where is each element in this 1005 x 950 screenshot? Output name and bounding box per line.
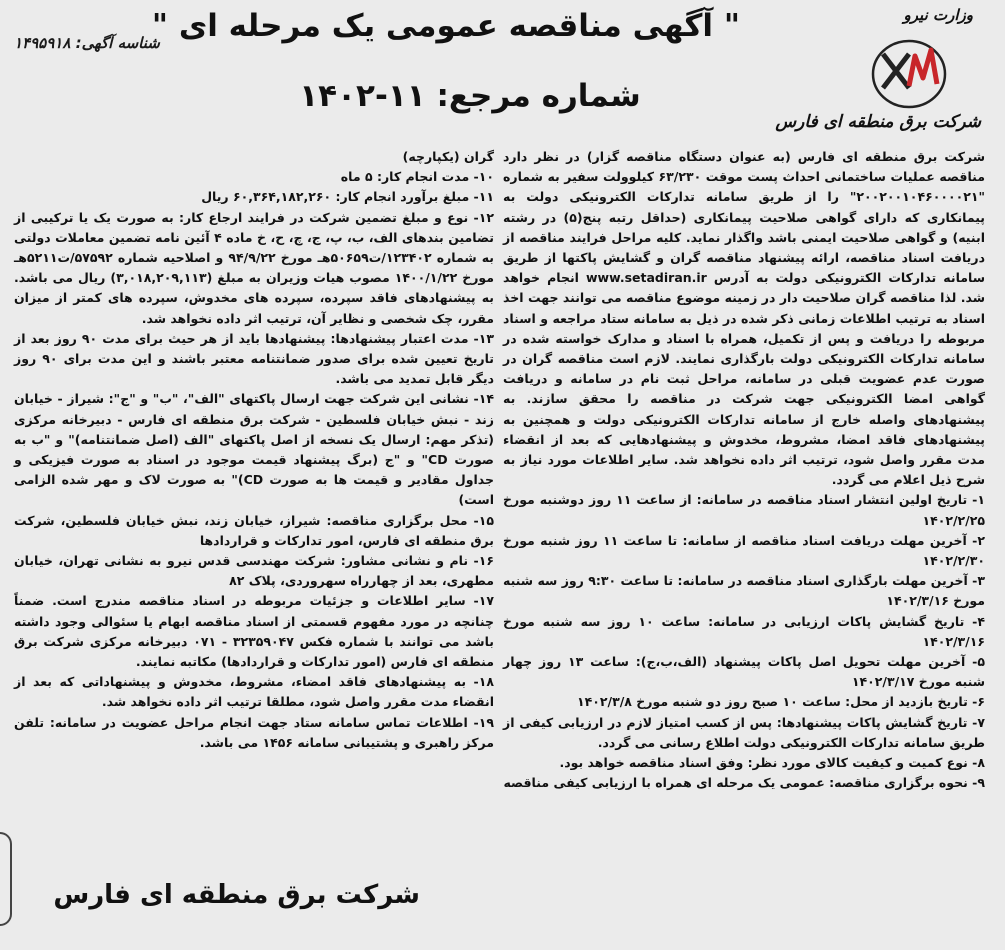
clause-5: ۵- آخرین مهلت تحویل اصل پاکات پیشنهاد (الف،ب،ج): ساعت ۱۳ روز چهار شنبه مورخ ۱۴۰۲/۳/۱۷	[503, 654, 985, 690]
logo-company-name: شرکت برق منطقه ای فارس	[775, 112, 981, 132]
clause-19: ۱۹- اطلاعات تماس سامانه ستاد جهت انجام مراحل عضویت در سامانه: تلفن مرکز راهبری و پشتیبانی سامانه ۱۴۵۶ می باشد.	[14, 714, 494, 750]
clause-4: ۴- تاریخ گشایش پاکات ارزیابی در سامانه: ساعت ۱۰ روز سه شنبه مورخ ۱۴۰۲/۳/۱۶	[503, 613, 985, 649]
clause-14: ۱۴- نشانی این شرکت جهت ارسال پاکتهای "الف"، "ب" و "ج": شیراز - خیابان زند - نبش خیابان فلسطین - شرکت برق منطقه ای فارس - دبیرخانه مرکزی (تذکر مهم: ارسال یک نسخه از اصل پاکتهای "الف (اصل ضمانتنامه)" و "ب به صورت CD" و "ج (برگ پیشنهاد قیمت موجود در اسناد به صورت فیزیکی و جداول مقادیر و قیمت ها به صورت CD)" به صورت لاک و مهر شده الزامی است)	[14, 391, 494, 508]
clause-10: ۱۰- مدت انجام کار: ۵ ماه	[340, 169, 494, 185]
clause-9: ۹- نحوه برگزاری مناقصه: عمومی یک مرحله ای همراه با ارزیابی کیفی مناقصه	[503, 775, 985, 791]
clause-17: ۱۷- سایر اطلاعات و جزئیات مربوطه در اسناد مناقصه مندرج است. ضمناً چنانچه در مورد مفهوم قسمتی از اسناد مناقصه ابهام یا سئوالی وجود داشته باشد می توانند با شماره فکس ۳۲۳۵۹۰۴۷ - ۰۷۱ دبیرخانه مرکزی شرکت برق منطقه ای فارس (امور تدارکات و قراردادها) مکاتبه نمایند.	[14, 593, 494, 670]
notice-title: " آگهی مناقصه عمومی یک مرحله ای "	[151, 8, 740, 44]
clause-16: ۱۶- نام و نشانی مشاور: شرکت مهندسی قدس نیرو به نشانی تهران، خیابان مطهری، بعد از چهارراه سهروردی، پلاک ۸۲	[14, 553, 494, 589]
right-column	[503, 147, 985, 794]
clause-13: ۱۳- مدت اعتبار پیشنهادها: پیشنهادها باید از هر حیث برای مدت ۹۰ روز بعد از تاریخ تعیین شده برای صدور ضمانتنامه معتبر باشند و این مدت برای ۹۰ روز دیگر قابل تمدید می باشد.	[14, 330, 494, 387]
ministry-name: وزارت نیرو	[903, 6, 973, 24]
company-logo	[775, 6, 983, 141]
clause-1: ۱- تاریخ اولین انتشار اسناد مناقصه در سامانه: از ساعت ۱۱ روز دوشنبه مورخ ۱۴۰۲/۲/۲۵	[503, 492, 986, 528]
clause-9-continued: گران (یکپارچه)	[402, 149, 494, 164]
clause-6: ۶- تاریخ بازدید از محل: ساعت ۱۰ صبح روز دو شنبه مورخ ۱۴۰۲/۳/۸	[577, 694, 985, 710]
ad-code: شناسه آگهی: ۱۴۹۵۹۱۸	[14, 34, 160, 52]
clause-15: ۱۵- محل برگزاری مناقصه: شیراز، خیابان زند، نبش خیابان فلسطین، شرکت برق منطقه ای فارس، امور تدارکات و قراردادها	[14, 512, 494, 548]
clause-11: ۱۱- مبلغ برآورد انجام کار: ۶۰,۳۶۴,۱۸۲,۲۶۰ ریال	[201, 189, 494, 205]
left-column	[14, 147, 494, 753]
footer-company-name: شرکت برق منطقه ای فارس	[53, 880, 420, 910]
clause-8: ۸- نوع کمیت و کیفیت کالای مورد نظر: وفق اسناد مناقصه خواهد بود.	[559, 755, 985, 771]
clause-18: ۱۸- به پیشنهادهای فاقد امضاء، مشروط، مخدوش و پیشنهاداتی که بعد از انقضاء مدت مقرر واصل شود، مطلقا ترتیب اثر داده نخواهد شد.	[14, 674, 494, 710]
intro-paragraph: شرکت برق منطقه ای فارس (به عنوان دستگاه مناقصه گزار) در نظر دارد مناقصه عملیات ساختمانی احداث پست موقت ۶۳/۲۳۰ کیلوولت سفیر به شماره "۲۰۰۲۰۰۱۰۴۶۰۰۰۰۲۱" را از طریق سامانه تدارکات الکترونیکی دولت به پیمانکاری که دارای گواهی صلاحیت پیمانکاری (حداقل رتبه پنج(۵) در رشته ابنیه) و گواهی صلاحیت ایمنی باشد واگذار نماید. کلیه مراحل فرایند مناقصه از دریافت اسناد مناقصه، ارائه پیشنهاد مناقصه گران و گشایش پاکتها از طریق سامانه تدارکات الکترونیکی دولت به آدرس www.setadiran.ir انجام خواهد شد. لذا مناقصه گران صلاحیت دار در زمینه موضوع مناقصه می توانند جهت اخذ اسناد به ترتیب اطلاعات زمانی ذکر شده در ذیل به سامانه ستاد مراجعه و اسناد مربوطه را دریافت و پس از تکمیل، همراه با اسناد و مدارک خواسته شده در سامانه تدارکات الکترونیکی دولت بارگذاری نمایند. لازم است مناقصه گران در صورت عدم عضویت قبلی در سامانه، مراحل ثبت نام در سامانه و دریافت گواهی امضا الکترونیکی جهت شرکت در مناقصه را محقق سازند. به پیشنهادهای واصله خارج از سامانه تدارکات الکترونیکی دولت و همچنین به پیشنهادهای فاقد امضا، مشروط، مخدوش و پیشنهادهایی که بعد از انقضاء مدت مقرر واصل شود، ترتیب اثر داده نخواهد شد. سایر اطلاعات مورد نیاز به شرح ذیل اعلام می گردد.	[503, 149, 986, 488]
clause-3: ۳- آخرین مهلت بارگذاری اسناد مناقصه در سامانه: تا ساعت ۹:۳۰ روز سه شنبه مورخ ۱۴۰۲/۳/۱۶	[503, 573, 985, 609]
clause-2: ۲- آخرین مهلت دریافت اسناد مناقصه از سامانه: تا ساعت ۱۱ روز شنبه مورخ ۱۴۰۲/۲/۳۰	[503, 532, 986, 569]
clause-7: ۷- تاریخ گشایش پاکات پیشنهادها: پس از کسب امتیاز لازم در ارزیابی کیفی از طریق سامانه تدارکات الکترونیکی دولت اطلاع رسانی می گردد.	[503, 714, 985, 750]
logo-emblem-icon	[869, 36, 949, 110]
reference-number: شماره مرجع: ۱۱-۱۴۰۲	[299, 78, 641, 114]
clause-12: ۱۲- نوع و مبلغ تضمین شرکت در فرایند ارجاع کار: به صورت یک یا ترکیبی از تضامین بندهای الف، ب، پ، ج، چ، ح، خ ماده ۴ آئین نامه تضمین معاملات دولتی به شماره ۱۲۳۴۰۲/ت۵۰۶۵۹هـ مورخ ۹۴/۹/۲۲ و اصلاحیه شماره ۵۷۵۹۲/ت۵۲۱۱هـ مورخ ۱۴۰۰/۱/۲۲ مصوب هیات وزیران به مبلغ (۳,۰۱۸,۲۰۹,۱۱۳) ریال می باشد. به پیشنهادهای فاقد سپرده، سپرده های مخدوش، سپرده های کمتر از میزان مقرر، چک شخصی و نظایر آن، ترتیب اثر داده نخواهد شد.	[14, 209, 495, 326]
edge-bracket	[0, 832, 12, 926]
